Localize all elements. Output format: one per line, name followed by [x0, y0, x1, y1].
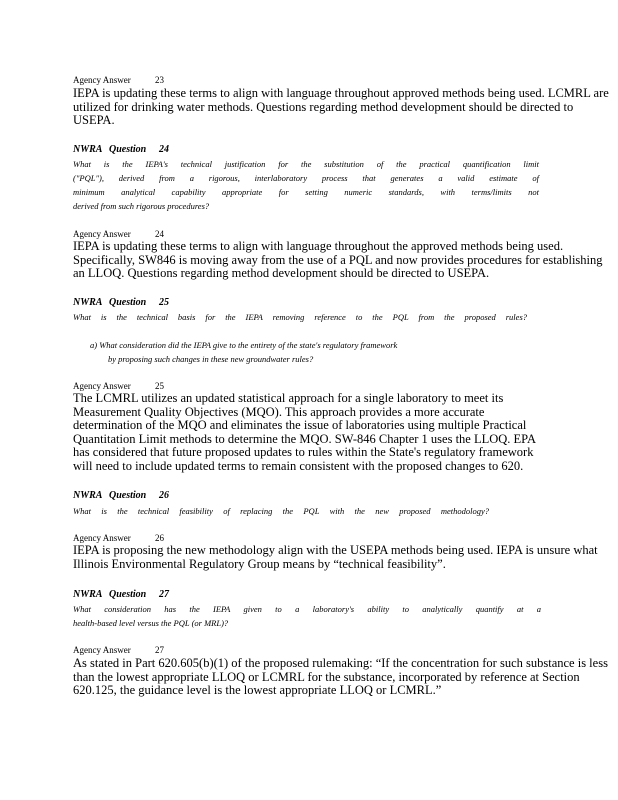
question-text-line: ("PQL"), derived from a rigorous, interlaboratory process that generates a valid estimate of	[73, 173, 539, 183]
sub-question-line: by proposing such changes in these new groundwater rules?	[108, 354, 314, 364]
question-text-line: What is the technical basis for the IEPA removing reference to the PQL from the proposed rules?	[73, 312, 527, 322]
answer-number: 26	[155, 533, 164, 543]
answer-number: 27	[155, 645, 164, 655]
answer-label: Agency Answer 26	[73, 533, 164, 543]
question-text-line: health-based level versus the PQL (or MRL)?	[73, 618, 229, 628]
question-header: NWRA Question 27	[73, 589, 169, 600]
answer-number: 24	[155, 229, 164, 239]
answer-label: Agency Answer 23	[73, 75, 164, 85]
answer-number: 25	[155, 381, 164, 391]
answer-label: Agency Answer 27	[73, 645, 164, 655]
sub-question-line: a) What consideration did the IEPA give to the entirety of the state's regulatory framework	[90, 340, 398, 350]
question-text-line: What is the IEPA's technical justification for the substitution of the practical quantification limit	[73, 159, 539, 169]
question-text-line: derived from such rigorous procedures?	[73, 201, 210, 211]
answer-text: IEPA is updating these terms to align with language throughout the approved methods being used. Specifically, SW846 is moving away from the use of a PQL and now provides procedures for establishing an LLOQ. Questions regarding method development should be directed to USEPA.	[73, 239, 603, 280]
answer-label: Agency Answer 25	[73, 381, 164, 391]
answer-text: IEPA is proposing the new methodology align with the USEPA methods being used. IEPA is unsure what Illinois Environmental Regulatory Group means by “technical feasibility”.	[73, 543, 598, 571]
question-text-line: minimum analytical capability appropriate for setting numeric standards, with terms/limits not	[73, 187, 539, 197]
question-text-line: What consideration has the IEPA given to a laboratory's ability to analytically quantify at a	[73, 604, 541, 614]
answer-number: 23	[155, 75, 164, 85]
question-header: NWRA Question 24	[73, 144, 169, 155]
question-header: NWRA Question 25	[73, 297, 169, 308]
question-text-line: What is the technical feasibility of replacing the PQL with the new proposed methodology?	[73, 506, 489, 516]
answer-text: As stated in Part 620.605(b)(1) of the proposed rulemaking: “If the concentration for such substance is less than the lowest appropriate LLOQ or LCMRL for the substance, incorporated by reference at Section 620.125, the guidance level is the lowest appropriate LLOQ or LCMRL.”	[73, 656, 608, 697]
answer-text: The LCMRL utilizes an updated statistical approach for a single laboratory to meet its Measurement Quality Objectives (MQO). This approach provides a more accurate determination of the MQO and eliminates the issue of laboratories using multiple Practical Quantitation Limit methods to determine the MQO. SW-846 Chapter 1 uses the LLOQ. EPA has considered that future proposed updates to rules within the State's regulatory framework will need to include updated terms to remain consistent with the proposed changes to 620.	[73, 391, 537, 473]
question-header: NWRA Question 26	[73, 490, 169, 501]
answer-text: IEPA is updating these terms to align with language throughout approved methods being used. LCMRL are utilized for drinking water methods. Questions regarding method development should be directed to USEPA.	[73, 86, 609, 127]
answer-label: Agency Answer 24	[73, 229, 164, 239]
